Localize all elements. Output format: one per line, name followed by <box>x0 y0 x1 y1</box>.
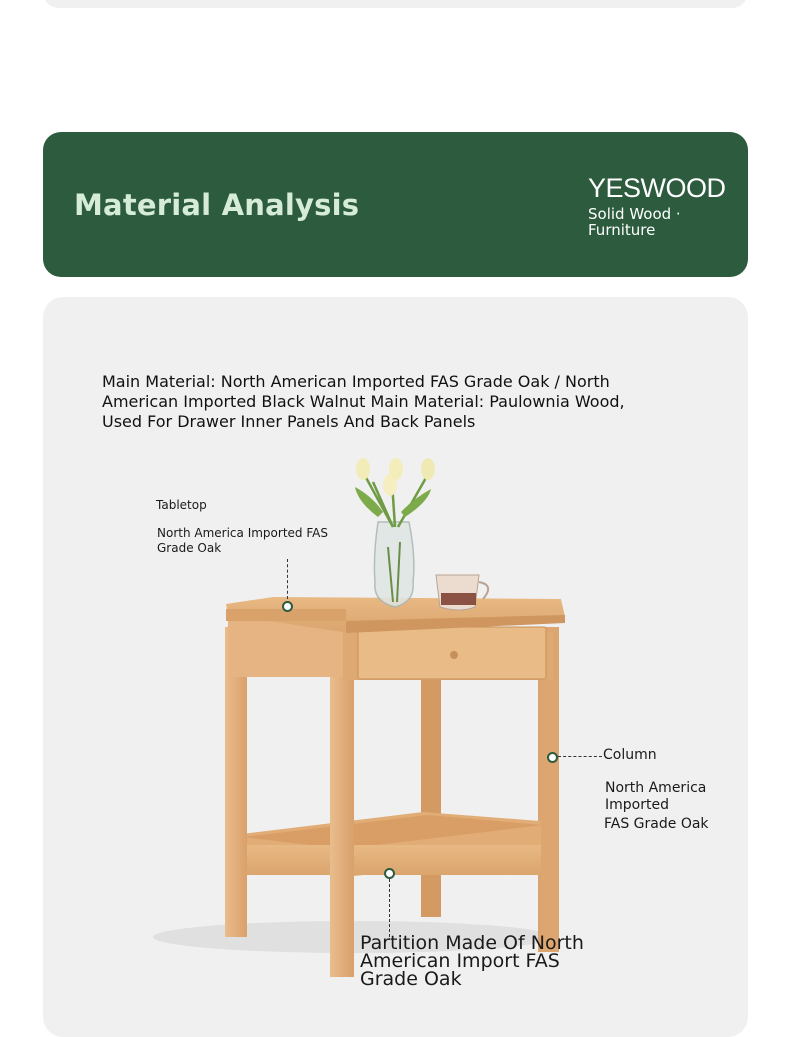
tabletop-callout-title: Tabletop <box>156 498 207 512</box>
partition-callout-line <box>389 879 390 937</box>
main-material-description: Main Material: North American Imported FAS Grade Oak / North American Imported Black Walnut Main Material: Paulownia Wood, Used For Drawer Inner Panels And Back Panels <box>102 372 625 431</box>
column-callout-marker <box>547 752 558 763</box>
column-callout-line <box>558 756 602 757</box>
bedside-table-illustration <box>43 297 748 1037</box>
column-callout-description-line1: North America Imported <box>605 780 707 813</box>
table-partition-shelf <box>233 812 553 877</box>
tabletop-callout-line <box>287 559 288 599</box>
flower-vase <box>355 458 435 607</box>
tabletop-callout-marker <box>282 601 293 612</box>
column-callout-title: Column <box>603 747 657 763</box>
tabletop-callout-description: North America Imported FAS Grade Oak <box>157 526 328 555</box>
section-title: Material Analysis <box>74 188 360 222</box>
brand-tagline: Solid Wood · Furniture <box>588 205 681 239</box>
brand-logo-text: YESWOOD <box>588 173 726 203</box>
column-callout-description-line2: FAS Grade Oak <box>604 816 709 832</box>
previous-section-card <box>43 0 748 8</box>
section-banner <box>43 132 748 277</box>
material-panel <box>43 297 748 1037</box>
partition-callout-marker <box>384 868 395 879</box>
partition-callout-description: Partition Made Of North American Import FAS Grade Oak <box>360 932 584 990</box>
